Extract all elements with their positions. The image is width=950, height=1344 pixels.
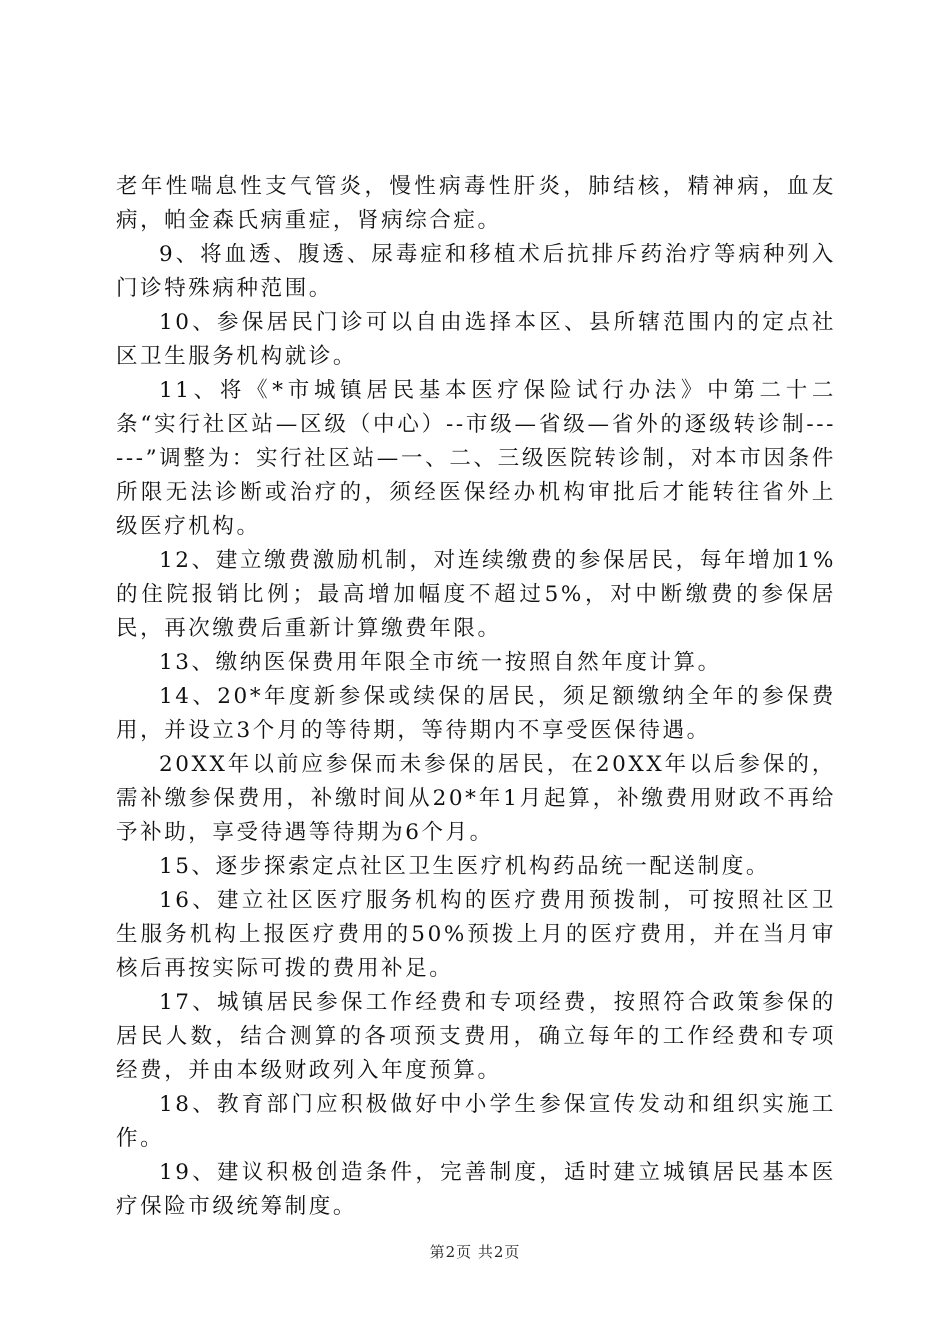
paragraph-item-13: 13、缴纳医保费用年限全市统一按照自然年度计算。	[159, 650, 722, 675]
paragraph-item-10: 10、参保居民门诊可以自由选择本区、县所辖范围内的定点社区卫生服务机构就诊。	[116, 310, 836, 369]
paragraph-item-16: 16、建立社区医疗服务机构的医疗费用预拨制，可按照社区卫生服务机构上报医疗费用的50%预拨上月的医疗费用，并在当月审核后再按实际可拨的费用补足。	[116, 888, 836, 981]
paragraph-item-19: 19、建议积极创造条件，完善制度，适时建立城镇居民基本医疗保险市级统筹制度。	[116, 1160, 836, 1219]
paragraph-item-18: 18、教育部门应积极做好中小学生参保宣传发动和组织实施工作。	[116, 1092, 836, 1151]
document-body	[116, 170, 836, 1224]
paragraph-item-17: 17、城镇居民参保工作经费和专项经费，按照符合政策参保的居民人数，结合测算的各项预支费用，确立每年的工作经费和专项经费，并由本级财政列入年度预算。	[116, 990, 836, 1083]
paragraph-item-14-supplement: 20XX年以前应参保而未参保的居民，在20XX年以后参保的，需补缴参保费用，补缴时间从20*年1月起算，补缴费用财政不再给予补助，享受待遇等待期为6个月。	[116, 752, 836, 845]
paragraph-item-12: 12、建立缴费激励机制，对连续缴费的参保居民，每年增加1%的住院报销比例；最高增加幅度不超过5%，对中断缴费的参保居民，再次缴费后重新计算缴费年限。	[116, 548, 836, 641]
paragraph-item-14: 14、20*年度新参保或续保的居民，须足额缴纳全年的参保费用，并设立3个月的等待期，等待期内不享受医保待遇。	[116, 684, 836, 743]
paragraph-item-15: 15、逐步探索定点社区卫生医疗机构药品统一配送制度。	[159, 854, 770, 879]
page-number-footer: 第2页 共2页	[429, 1243, 521, 1261]
paragraph-disease-list-continued: 老年性喘息性支气管炎，慢性病毒性肝炎，肺结核，精神病，血友病，帕金森氏病重症，肾病综合症。	[116, 174, 836, 233]
paragraph-item-11: 11、将《*市城镇居民基本医疗保险试行办法》中第二十二条“实行社区站—区级（中心）--市级—省级—省外的逐级转诊制------”调整为：实行社区站—一、二、三级医院转诊制，对本市因条件所限无法诊断或治疗的，须经医保经办机构审批后才能转往省外上级医疗机构。	[116, 378, 836, 539]
paragraph-item-9: 9、将血透、腹透、尿毒症和移植术后抗排斥药治疗等病种列入门诊特殊病种范围。	[116, 242, 836, 301]
